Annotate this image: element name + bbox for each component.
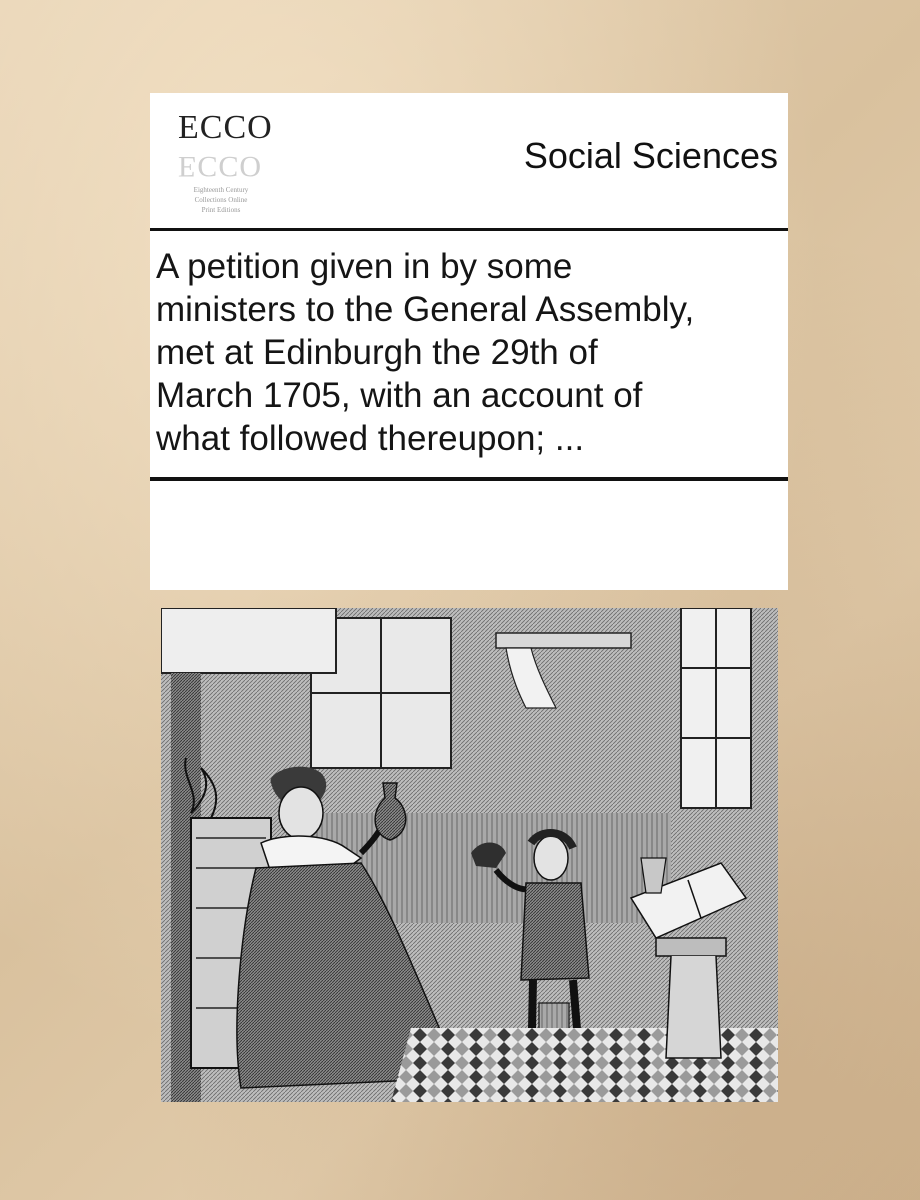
engraving-illustration: [161, 608, 778, 1102]
title-line: met at Edinburgh the 29th of: [156, 333, 598, 372]
title-line: ministers to the General Assembly,: [156, 290, 695, 329]
book-title: [156, 245, 782, 460]
divider-bottom: [150, 477, 788, 481]
visitor-head: [534, 836, 568, 880]
title-line: what followed thereupon; ...: [156, 419, 585, 458]
logo-mark-reflection: ECCO: [178, 150, 263, 183]
title-line: A petition given in by some: [156, 247, 573, 286]
scholar-head: [279, 787, 323, 839]
engraving-scene: [161, 608, 778, 1102]
title-panel: [150, 93, 788, 590]
logo-subtitle: Eighteenth Century Collections Online Print Editions: [193, 186, 249, 214]
logo-mark: ECCO: [178, 109, 273, 146]
visitor-tunic: [521, 883, 589, 980]
lectern: [656, 938, 726, 956]
fireplace-canopy: [161, 608, 336, 673]
ecco-logo: [166, 107, 273, 217]
series-label: Social Sciences: [523, 135, 778, 176]
divider-top: [150, 228, 788, 231]
title-line: March 1705, with an account of: [156, 376, 643, 415]
